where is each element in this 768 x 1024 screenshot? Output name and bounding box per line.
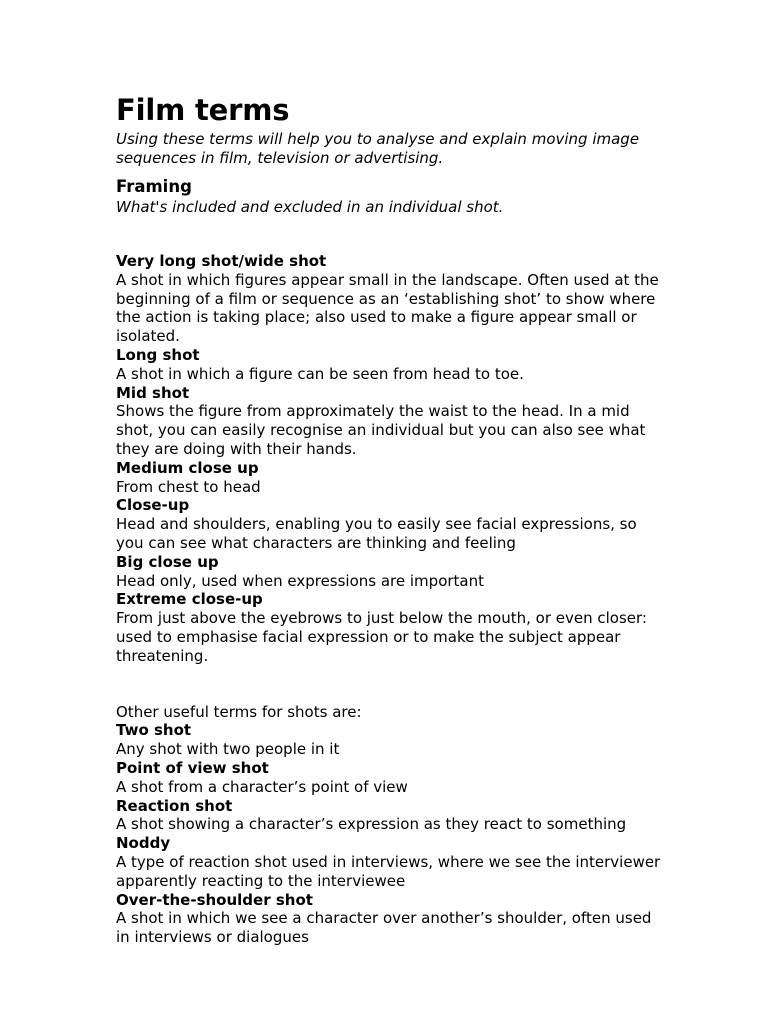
term-entry [116,891,661,947]
term-entry [116,553,661,591]
term-entry [116,252,661,346]
term-definition: A shot in which we see a character over another’s shoulder, often used in interviews or dialogues [116,909,652,947]
term-name: Close-up [116,496,190,515]
other-terms-intro: Other useful terms for shots are: [116,702,362,721]
term-entry [116,721,661,759]
term-definition: A shot from a character’s point of view [116,777,408,796]
term-definition: A shot showing a character’s expression as they react to something [116,815,627,834]
term-name: Big close up [116,552,219,571]
term-entry [116,346,661,384]
document-page [116,90,661,947]
term-entry [116,590,661,665]
term-name: Two shot [116,721,192,740]
term-entry [116,496,661,552]
term-definition: From chest to head [116,477,261,496]
term-name: Over-the-shoulder shot [116,890,313,909]
term-definition: From just above the eyebrows to just below the mouth, or even closer: used to emphasise facial expression or to make the subject appear threatening. [116,609,647,665]
term-name: Medium close up [116,458,259,477]
term-entry [116,384,661,459]
term-entry [116,797,661,835]
spacer [116,217,661,252]
term-name: Reaction shot [116,796,233,815]
term-definition: Any shot with two people in it [116,740,340,759]
term-name: Mid shot [116,383,190,402]
term-definition: A shot in which a figure can be seen from head to toe. [116,364,524,383]
term-name: Extreme close-up [116,590,263,609]
term-entry [116,759,661,797]
term-entry [116,459,661,497]
term-definition: A shot in which figures appear small in the landscape. Often used at the beginning of a film or sequence as an ‘establishing shot’ to show where the action is taking place; also used to make a figure appear small or isolated. [116,270,659,346]
term-name: Very long shot/wide shot [116,252,327,270]
spacer [116,666,661,703]
term-entry [116,834,661,890]
framing-terms-list [116,252,661,666]
section-heading-framing: Framing [116,177,192,196]
section-description-framing: What's included and excluded in an individual shot. [116,198,504,216]
term-definition: Head and shoulders, enabling you to easily see facial expressions, so you can see what characters are thinking and feeling [116,515,637,552]
term-name: Noddy [116,834,171,853]
intro-text: Using these terms will help you to analyse and explain moving image sequences in film, television or advertising. [116,130,640,167]
term-name: Point of view shot [116,758,269,777]
term-definition: Shows the figure from approximately the waist to the head. In a mid shot, you can easily recognise an individual but you can also see what they are doing with their hands. [116,402,646,458]
other-terms-list [116,721,661,947]
page-title: Film terms [116,93,290,127]
term-name: Long shot [116,345,200,364]
term-definition: Head only, used when expressions are important [116,571,484,590]
term-definition: A type of reaction shot used in interviews, where we see the interviewer apparently reacting to the interviewee [116,852,661,890]
